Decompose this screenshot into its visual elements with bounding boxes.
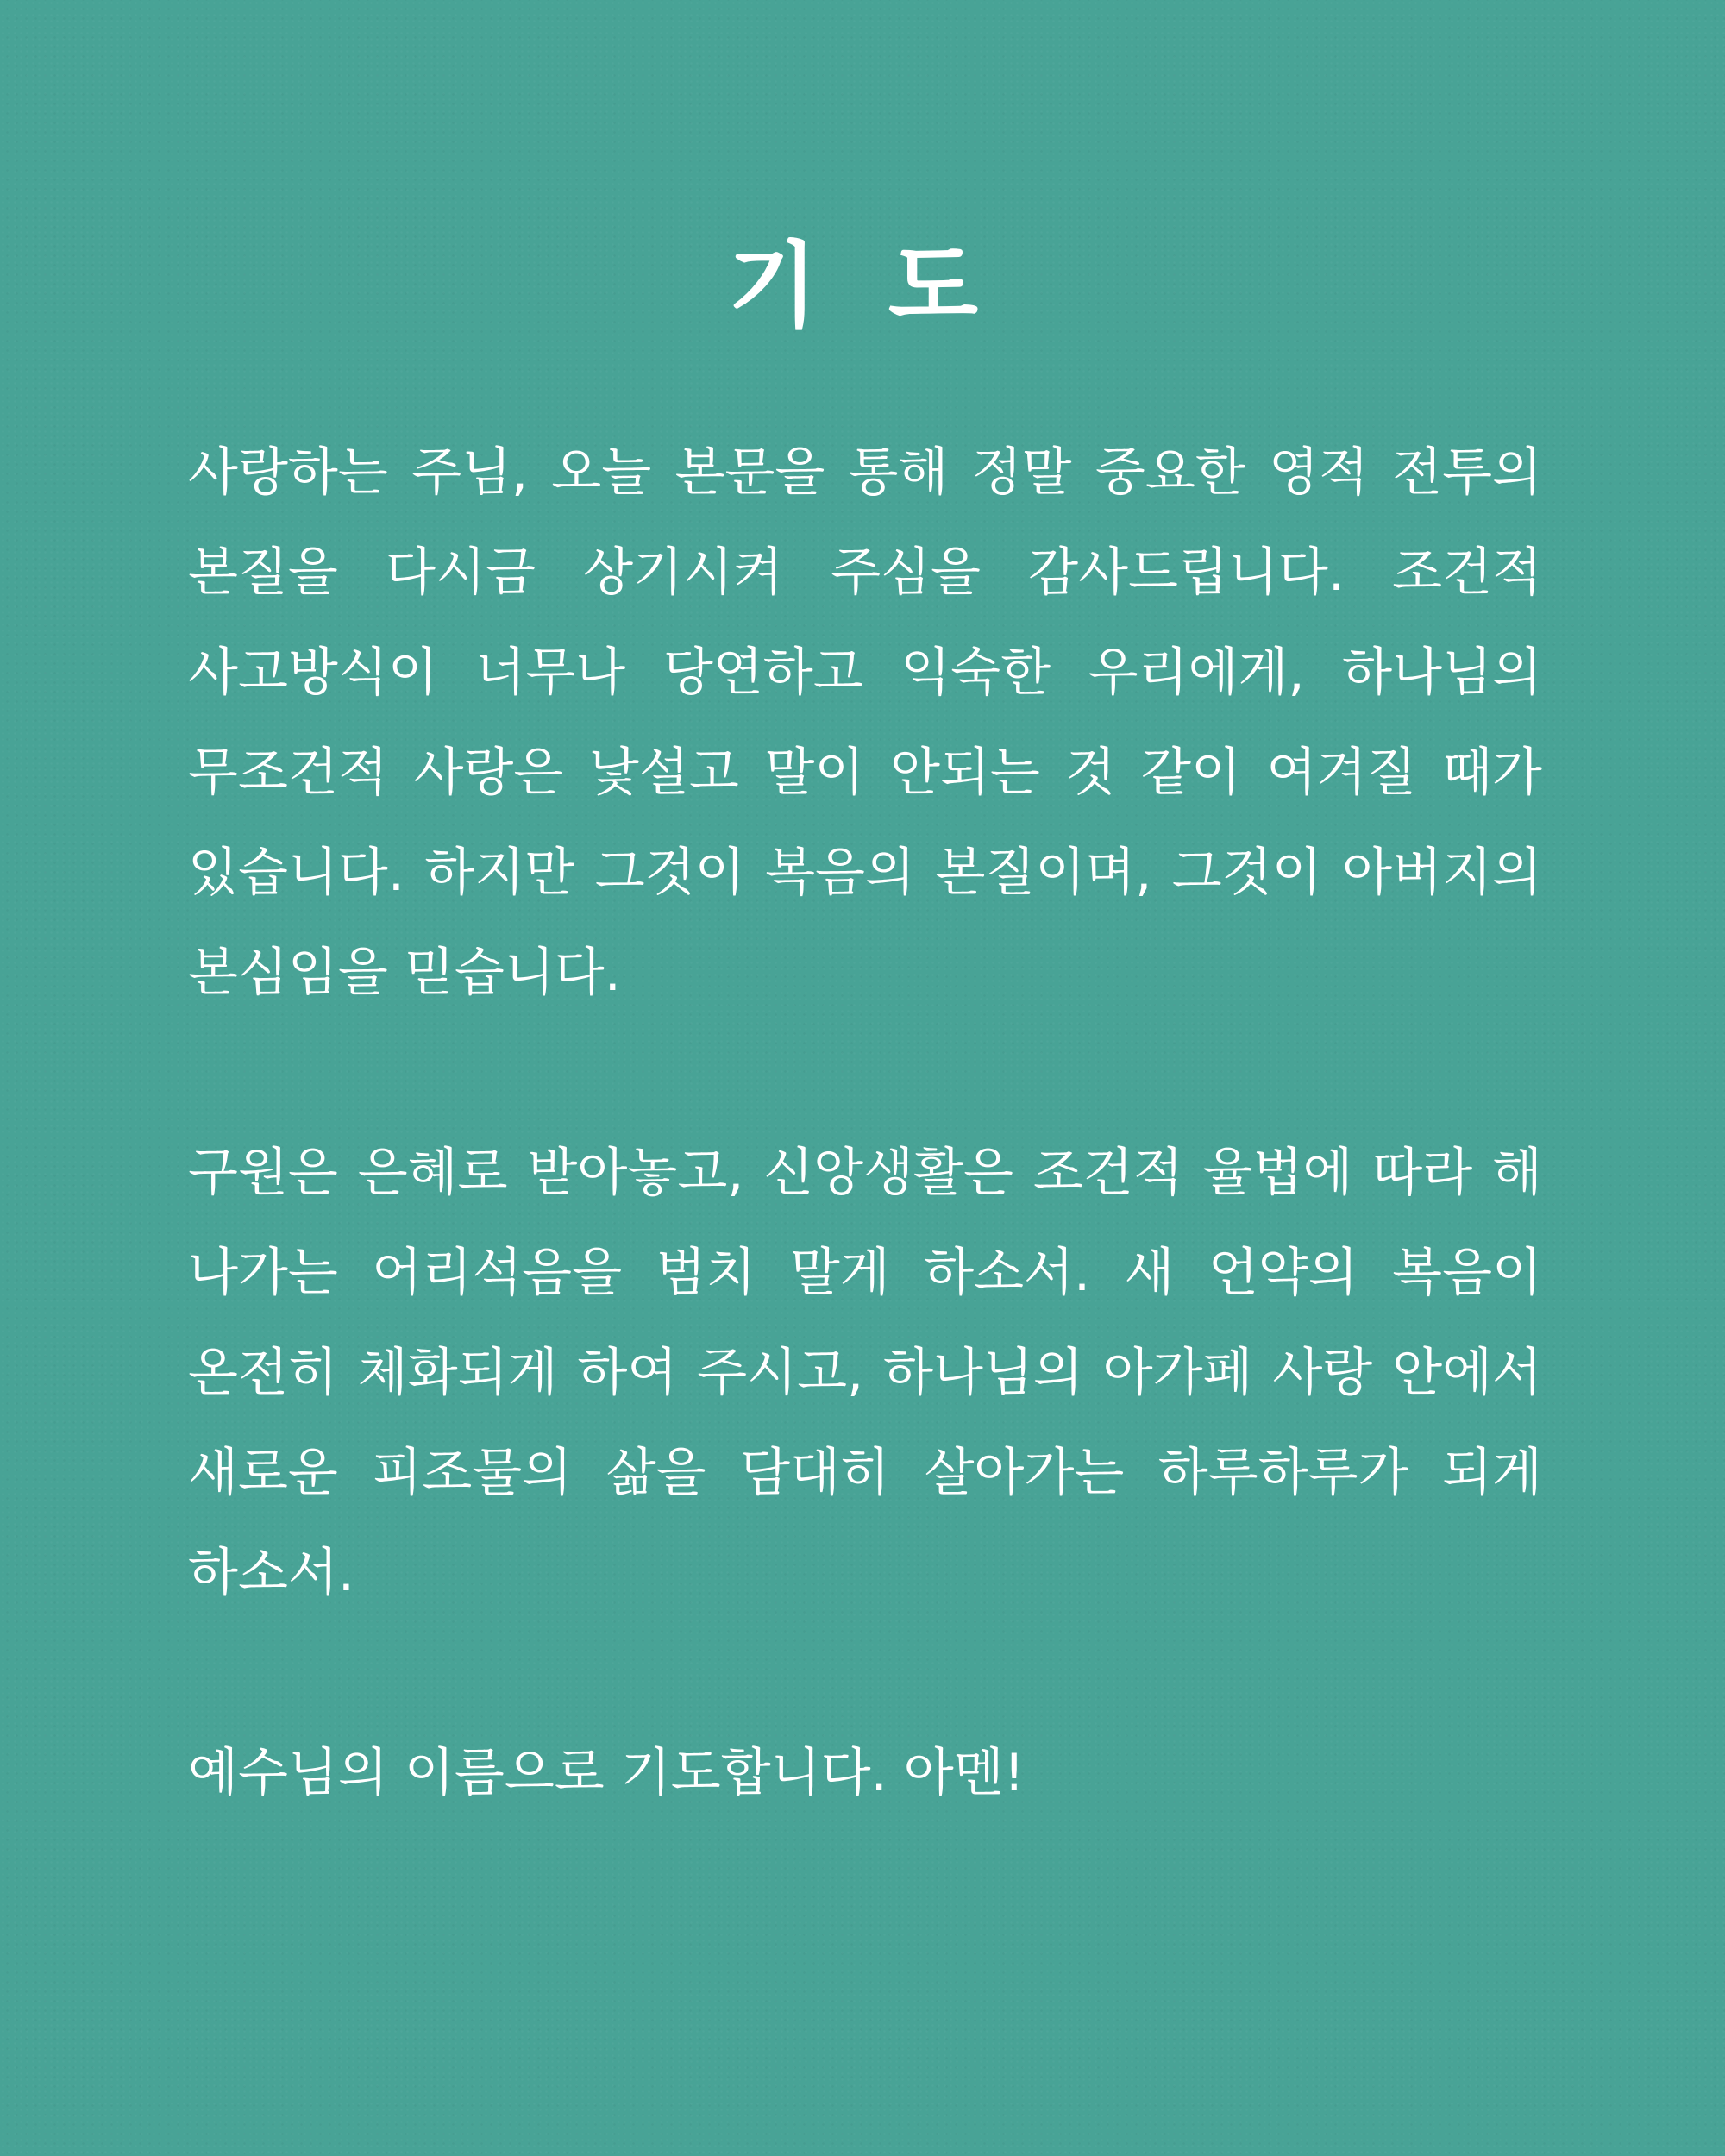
page-title: 기 도: [727, 233, 998, 341]
prayer-paragraph-2: 구원은 은혜로 받아놓고, 신앙생활은 조건적 율법에 따라 해 나가는 어리석음을 범치 말게 하소서. 새 언약의 복음이 온전히 체화되게 하여 주시고, 하나님의 아가페 사랑 안에서 새로운 피조물의 삶을 담대히 살아가는 하루하루가 되게 하소서.: [188, 1143, 1542, 1603]
prayer-paragraph-1: 사랑하는 주님, 오늘 본문을 통해 정말 중요한 영적 전투의 본질을 다시금 상기시켜 주심을 감사드립니다. 조건적 사고방식이 너무나 당연하고 익숙한 우리에게, 하나님의 무조건적 사랑은 낯설고 말이 안되는 것 같이 여겨질 때가 있습니다. 하지만 그것이 복음의 본질이며, 그것이 아버지의 본심임을 믿습니다.: [188, 442, 1542, 1003]
prayer-body: [188, 423, 1542, 1823]
prayer-paragraph-3: 예수님의 이름으로 기도합니다. 아멘!: [188, 1743, 1025, 1803]
